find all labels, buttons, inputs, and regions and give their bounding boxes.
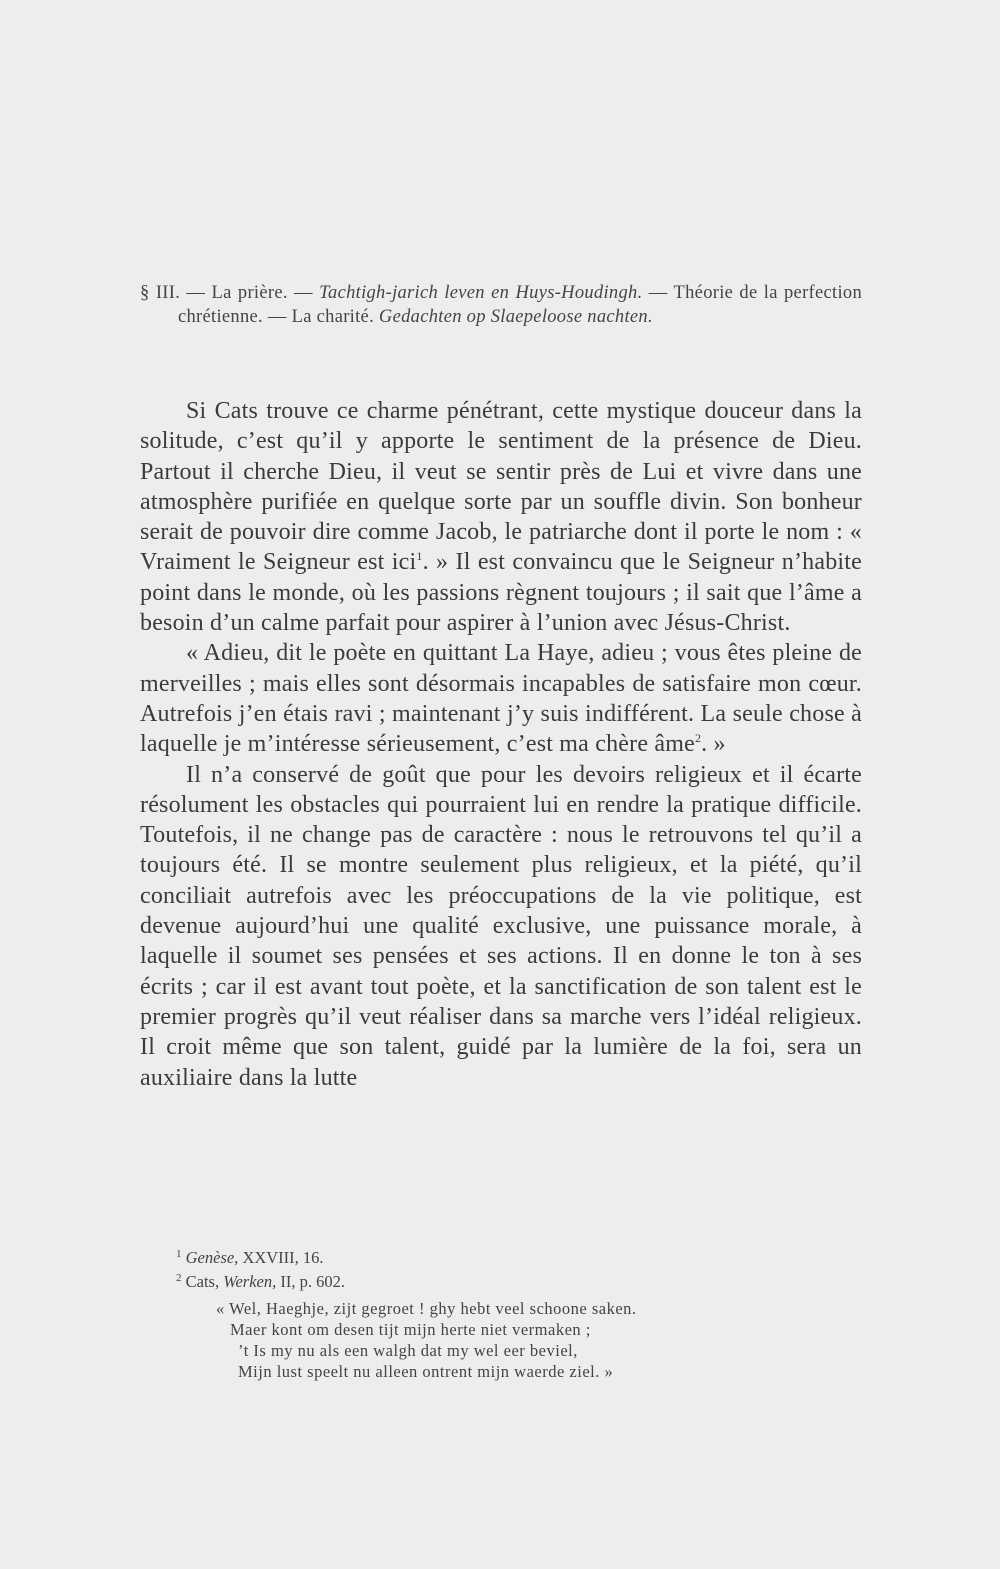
footnote-2 — [140, 1270, 862, 1294]
footnote-2-author: Cats, — [185, 1272, 224, 1291]
footnote-2-number: 2 — [176, 1272, 182, 1284]
footnote-1-title: Genèse, — [185, 1248, 239, 1267]
body-text — [140, 396, 862, 1093]
paragraph-3: Il n’a conservé de goût que pour les devoirs religieux et il écarte résolument les obstacles qui pourraient lui en rendre la pratique difficile. Toutefois, il ne change pas de caractère : nous le retrouvons tel qu’il a toujours été. Il se montre seulement plus religieux, et la piété, qu’il conciliait autrefois avec les préoccupations de la vie politique, est devenue aujourd’hui une qualité exclusive, une puissance morale, à laquelle il soumet ses pensées et ses actions. Il en donne le ton à ses écrits ; car il est avant tout poète, et la sanctification de son talent est le premier progrès qu’il veut réaliser dans sa marche vers l’idéal religieux. Il croit même que son talent, guidé par la lumière de la foi, sera un auxiliaire dans la lutte — [140, 761, 862, 1091]
verse-line-2: Maer kont om desen tijt mijn herte niet vermaken ; — [230, 1320, 591, 1339]
paragraph-1-text-a: Si Cats trouve ce charme pénétrant, cette mystique douceur dans la solitude, c’est qu’il y apporte le sentiment de la présence de Dieu. Partout il cherche Dieu, il veut se sentir près de Lui et vivre dans une atmosphère purifiée en quelque sorte par un souffle divin. Son bonheur serait de pouvoir dire comme Jacob, le patriarche dont il porte le nom : « Vraiment le Seigneur est ici — [140, 398, 862, 576]
summary-title-2: Gedachten op Slaepeloose nachten. — [378, 307, 653, 327]
summary-title-1: Tachtigh-jarich leven en Huys-Houdingh. — [319, 283, 643, 303]
footnote-1-number: 1 — [176, 1248, 182, 1260]
paragraph-2-text-a: « Adieu, dit le poète en quittant La Haye, adieu ; vous êtes pleine de merveilles ; mais elles sont désormais incapables de satisfaire mon cœur. Autrefois j’en étais ravi ; maintenant j’y suis indifférent. La seule chose à laquelle je m’intéresse sérieusement, c’est ma chère âme — [140, 640, 862, 758]
footnote-ref-1: 1 — [416, 549, 423, 564]
paragraph-2-text-b: . » — [701, 731, 726, 758]
footnote-2-title: Werken, — [223, 1272, 277, 1291]
verse-line-3: ’t Is my nu als een walgh dat my wel eer beviel, — [238, 1341, 578, 1360]
verse-line-4: Mijn lust speelt nu alleen ontrent mijn waerde ziel. » — [238, 1362, 614, 1381]
paragraph-1 — [140, 396, 862, 638]
paragraph-1-text-b: . » Il est convaincu que le Seigneur n’habite point dans le monde, où les passions règnent toujours ; il sait que l’âme a besoin d’un calme parfait pour aspirer à l’union avec Jésus-Christ. — [140, 549, 862, 637]
footnote-2-ref: II, p. 602. — [276, 1272, 345, 1291]
verse-line-1: « Wel, Haeghje, zijt gegroet ! ghy hebt veel schoone saken. — [216, 1299, 637, 1318]
paragraph-2 — [140, 638, 862, 759]
summary-separator: — Théorie de la perfection chrétienne. — La charité. — [178, 283, 862, 327]
footnote-1 — [140, 1246, 862, 1270]
footnote-1-ref: XXVIII, 16. — [238, 1248, 324, 1267]
footnote-verse — [216, 1298, 862, 1382]
footnote-ref-2: 2 — [694, 731, 702, 746]
footnotes — [140, 1246, 862, 1382]
summary-section-mark: § III. — La prière. — — [140, 283, 320, 303]
section-summary — [140, 281, 862, 329]
